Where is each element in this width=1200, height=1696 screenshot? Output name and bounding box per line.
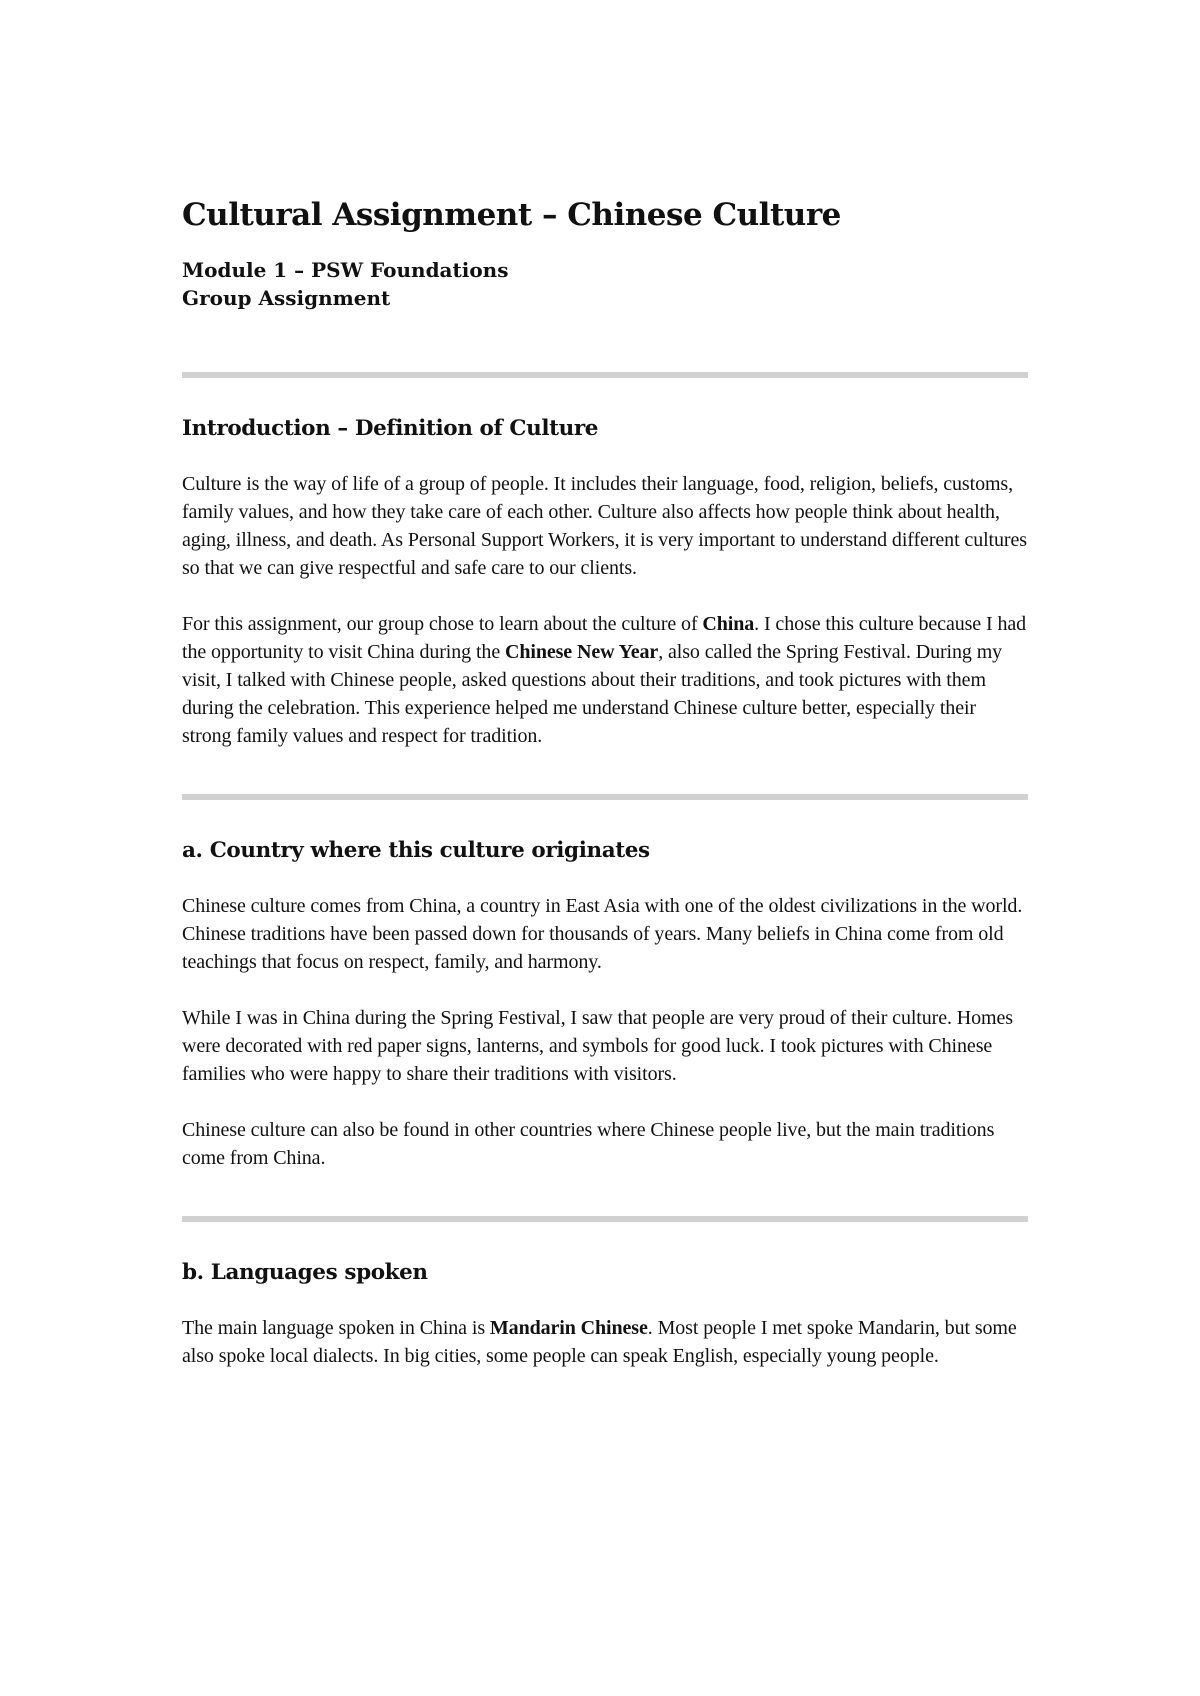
paragraph	[182, 892, 1028, 976]
text-run: . Most people I met spoke Mandarin, but some also spoke local dialects. In big cities, some people can speak English, especially young people.	[182, 1317, 1017, 1367]
section-divider	[182, 1216, 1028, 1222]
module-label: Module 1 – PSW Foundations	[182, 258, 509, 282]
bold-text-run: Mandarin Chinese	[489, 1317, 648, 1339]
bold-text-run: Chinese New Year	[505, 641, 659, 663]
section-heading: a. Country where this culture originates	[182, 838, 650, 863]
text-run: Culture is the way of life of a group of people. It includes their language, food, religion, beliefs, customs, family values, and how they take care of each other. Culture also affects how people think about health, aging, illness, and death. As Personal Support Workers, it is very important to understand different cultures so that we can give respectful and safe care to our clients.	[182, 473, 1027, 579]
document-meta	[182, 256, 1028, 312]
text-run: While I was in China during the Spring Festival, I saw that people are very proud of their culture. Homes were decorated with red paper signs, lanterns, and symbols for good luck. I took pictures with Chinese families who were happy to share their traditions with visitors.	[182, 1007, 1013, 1085]
section-heading: Introduction – Definition of Culture	[182, 416, 599, 441]
paragraph	[182, 1116, 1028, 1172]
paragraph	[182, 1314, 1028, 1370]
assignment-type-label: Group Assignment	[182, 286, 391, 310]
section-country-origin	[182, 836, 1028, 1172]
section-divider	[182, 794, 1028, 800]
section-languages	[182, 1258, 1028, 1370]
text-run: Chinese culture can also be found in other countries where Chinese people live, but the main traditions come from China.	[182, 1119, 995, 1169]
text-run: Chinese culture comes from China, a country in East Asia with one of the oldest civilizations in the world. Chinese traditions have been passed down for thousands of years. Many beliefs in China come from old teachings that focus on respect, family, and harmony.	[182, 895, 1023, 973]
document-body	[182, 196, 1028, 1370]
text-run: For this assignment, our group chose to learn about the culture of	[182, 613, 703, 635]
bold-text-run: China	[702, 613, 755, 635]
section-divider	[182, 372, 1028, 378]
text-run: . I chose this culture because I had the opportunity to visit China during the	[182, 613, 1027, 663]
text-run: , also called the Spring Festival. During my visit, I talked with Chinese people, asked questions about their traditions, and took pictures with them during the celebration. This experience helped me understand Chinese culture better, especially their strong family values and respect for tradition.	[182, 641, 1003, 747]
paragraph	[182, 1004, 1028, 1088]
text-run: The main language spoken in China is	[182, 1317, 490, 1339]
section-heading: b. Languages spoken	[182, 1260, 428, 1285]
paragraph	[182, 470, 1028, 582]
section-introduction	[182, 414, 1028, 750]
document-title: Cultural Assignment – Chinese Culture	[182, 197, 841, 233]
paragraph	[182, 610, 1028, 750]
